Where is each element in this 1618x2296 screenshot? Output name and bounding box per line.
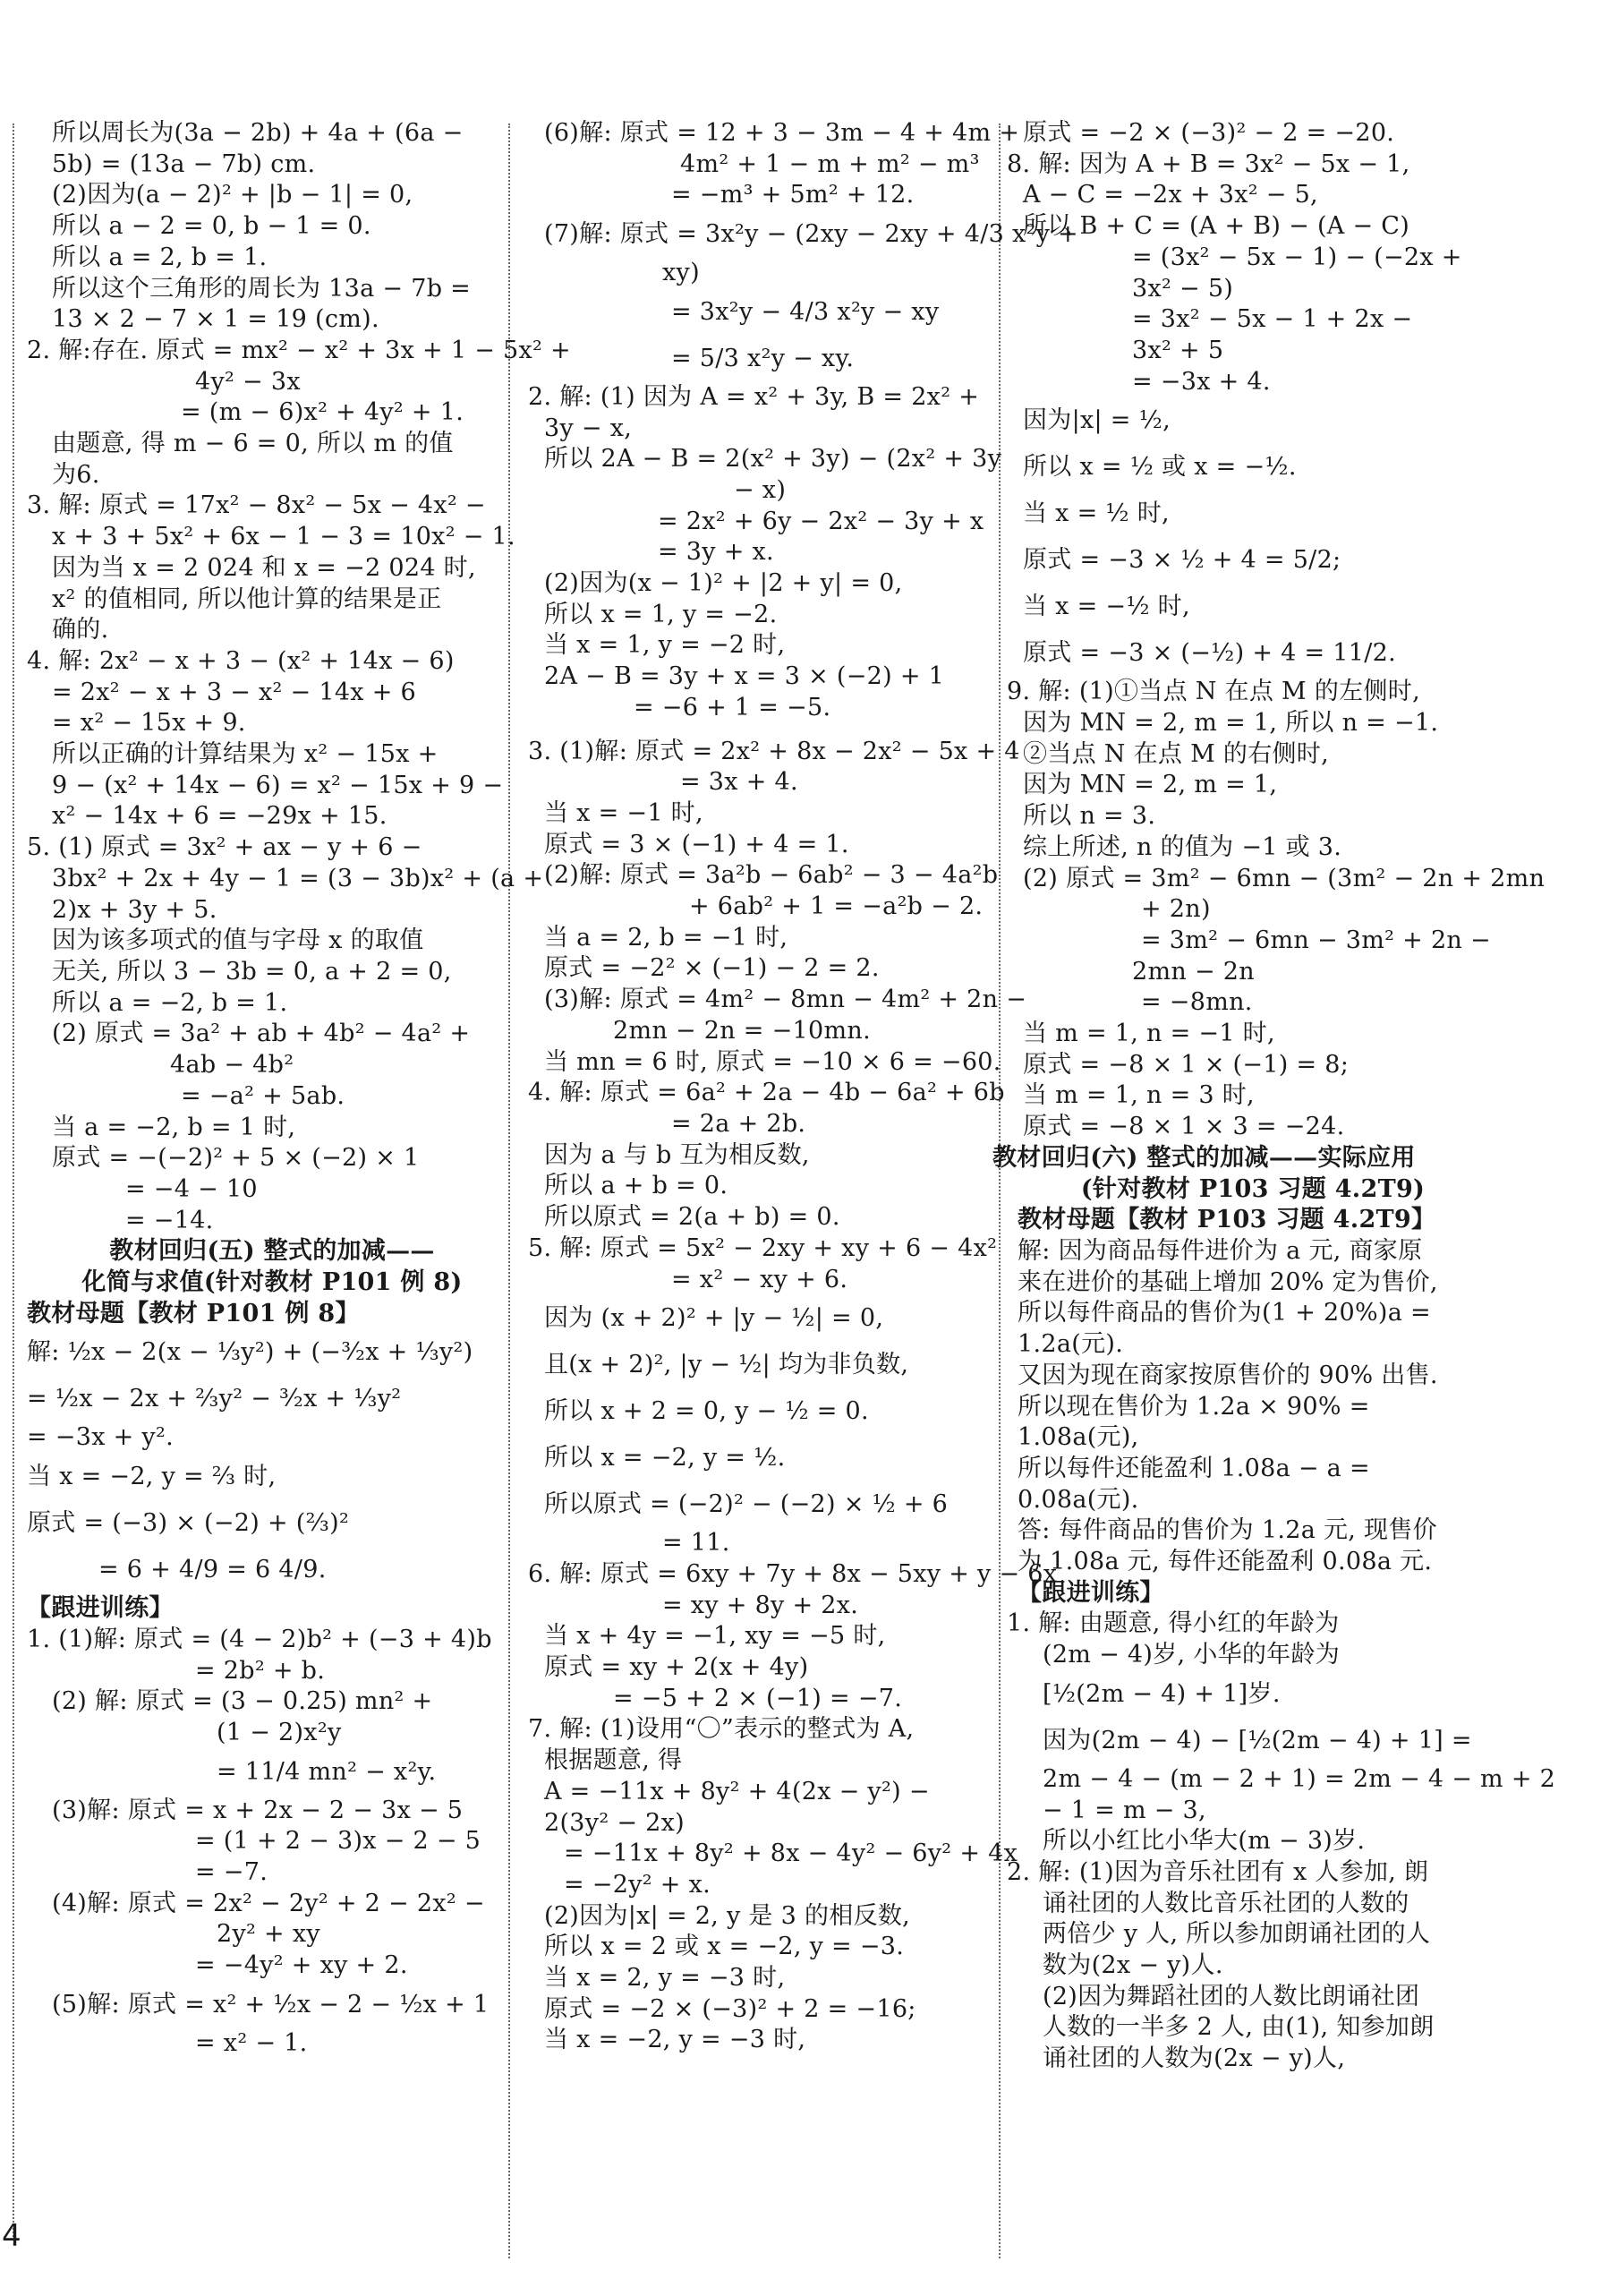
text-line: = −11x + 8y² + 8x − 4y² − 6y² + 4x — [564, 1839, 1018, 1868]
left-column — [27, 118, 571, 2060]
text-line: + 2n) — [1141, 895, 1211, 924]
problem-3: 3. 解: 原式 = 17x² − 8x² − 5x − 4x² − — [27, 491, 486, 520]
spacer — [528, 724, 1011, 737]
text-line: 所以 x = ½ 或 x = −½. — [1023, 453, 1297, 482]
text-line: = (1 + 2 − 3)x − 2 − 5 — [195, 1827, 481, 1856]
text-line: 所以 a = 2, b = 1. — [52, 243, 268, 271]
text-line: 因为 MN = 2, m = 1, 所以 n = −1. — [1023, 709, 1439, 738]
text-line: 因为|x| = ½, — [1023, 406, 1171, 435]
text-line: 原式 = −8 × 1 × 3 = −24. — [1023, 1113, 1345, 1141]
text-line: 所以每件商品的售价为(1 + 20%)a = — [1018, 1299, 1431, 1327]
text-line: 2)x + 3y + 5. — [52, 895, 217, 924]
text-line: = 3x²y − 4/3 x²y − xy — [671, 297, 940, 326]
text-line: = 3x + 4. — [680, 768, 798, 797]
text-line: 根据题意, 得 — [544, 1746, 683, 1775]
text-line: 所以原式 = 2(a + b) = 0. — [544, 1203, 840, 1232]
text-line: (6)解: 原式 = 12 + 3 − 3m − 4 + 4m + — [544, 119, 1020, 147]
problem-9: 9. 解: (1)①当点 N 在点 M 的左侧时, — [1007, 678, 1420, 706]
text-line: 3x² + 5 — [1132, 336, 1224, 364]
text-line: 所以 2A − B = 2(x² + 3y) − (2x² + 3y — [544, 445, 1002, 474]
text-line: 2mn − 2n = −10mn. — [613, 1016, 871, 1045]
text-line: 确的. — [52, 616, 109, 644]
problem-6: 6. 解: 原式 = 6xy + 7y + 8x − 5xy + y − 6x — [528, 1559, 1058, 1588]
text-line: = 5/3 x²y − xy. — [671, 344, 855, 372]
text-line: 综上所述, n 的值为 −1 或 3. — [1023, 832, 1342, 861]
text-line: = 2b² + b. — [195, 1656, 326, 1685]
problem-1: 1. 解: 由题意, 得小红的年龄为 — [1007, 1609, 1340, 1638]
text-line: x² − 14x + 6 = −29x + 15. — [52, 802, 387, 831]
text-line: = −14. — [125, 1206, 214, 1234]
text-line: = 11. — [662, 1529, 730, 1558]
text-line: 当 x = −½ 时, — [1023, 593, 1190, 621]
text-line: 当 x = −2, y = −3 时, — [544, 2026, 806, 2054]
text-line: A − C = −2x + 3x² − 5, — [1023, 181, 1318, 209]
text-line: = −6 + 1 = −5. — [634, 693, 831, 721]
text-line: 所以正确的计算结果为 x² − 15x + — [52, 740, 439, 769]
text-line: = x² − 1. — [195, 2028, 308, 2057]
text-line: (4)解: 原式 = 2x² − 2y² + 2 − 2x² − — [52, 1889, 485, 1917]
text-line: 所以 a = −2, b = 1. — [52, 988, 288, 1017]
text-line: = (3x² − 5x − 1) − (−2x + — [1132, 243, 1462, 271]
text-line: = 3x² − 5x − 1 + 2x − — [1132, 305, 1413, 334]
text-line: 原式 = −2² × (−1) − 2 = 2. — [544, 954, 880, 983]
text-line: 原式 = −(−2)² + 5 × (−2) × 1 — [52, 1144, 420, 1173]
text-line: 由题意, 得 m − 6 = 0, 所以 m 的值 — [52, 430, 454, 458]
text-line: 所以 x + 2 = 0, y − ½ = 0. — [544, 1397, 869, 1426]
text-line: = −m³ + 5m² + 12. — [671, 181, 915, 209]
text-line: 4m² + 1 − m + m² − m³ — [680, 149, 980, 178]
text-line: 2mn − 2n — [1132, 957, 1255, 986]
text-line: 当 x + 4y = −1, xy = −5 时, — [544, 1622, 886, 1651]
text-line: 所以 x = −2, y = ½. — [544, 1444, 786, 1472]
text-line: = −a² + 5ab. — [181, 1081, 345, 1110]
text-line: 3x² − 5) — [1132, 274, 1234, 303]
text-line: 原式 = −3 × (−½) + 4 = 11/2. — [1023, 639, 1397, 668]
text-line: 9 − (x² + 14x − 6) = x² − 15x + 9 − — [52, 771, 504, 799]
text-line: 当 a = −2, b = 1 时, — [52, 1113, 296, 1141]
text-line: = (m − 6)x² + 4y² + 1. — [181, 398, 464, 427]
text-line: 解: 因为商品每件进价为 a 元, 商家原 — [1018, 1236, 1423, 1265]
text-line: 因为该多项式的值与字母 x 的取值 — [52, 926, 424, 955]
right-column — [992, 118, 1556, 2075]
text-line: A = −11x + 8y² + 4(2x − y²) − — [544, 1777, 930, 1805]
problem-5: 5. (1) 原式 = 3x² + ax − y + 6 − — [27, 833, 422, 862]
text-line: 且(x + 2)², |y − ½| 均为非负数, — [544, 1351, 909, 1379]
section-subheading-6: (针对教材 P103 习题 4.2T9) — [1080, 1174, 1426, 1203]
text-line: 所以 x = 1, y = −2. — [544, 600, 778, 628]
text-line: 数为(2x − y)人. — [1043, 1951, 1223, 1980]
text-line: = x² − xy + 6. — [671, 1265, 848, 1293]
text-line: = −7. — [195, 1858, 268, 1887]
text-line: = −3x + y². — [27, 1423, 174, 1452]
text-line: (7)解: 原式 = 3x²y − (2xy − 2xy + 4/3 x²y + — [544, 220, 1078, 249]
text-line: 两倍少 y 人, 所以参加朗诵社团的人 — [1043, 1920, 1431, 1949]
text-line: (2)因为(x − 1)² + |2 + y| = 0, — [544, 569, 903, 598]
text-line: 1.08a(元), — [1018, 1423, 1139, 1452]
text-line: 所以小红比小华大(m − 3)岁. — [1043, 1827, 1366, 1856]
text-line: 2y² + xy — [217, 1920, 320, 1949]
text-line: 5b) = (13a − 7b) cm. — [52, 149, 316, 178]
text-line: 当 a = 2, b = −1 时, — [544, 923, 788, 952]
text-line: 2m − 4 − (m − 2 + 1) = 2m − 4 − m + 2 — [1043, 1764, 1556, 1793]
text-line: = −5 + 2 × (−1) = −7. — [613, 1684, 903, 1712]
text-line: 原式 = −8 × 1 × (−1) = 8; — [1023, 1050, 1350, 1079]
text-line: = xy + 8y + 2x. — [662, 1591, 859, 1619]
text-line: 来在进价的基础上增加 20% 定为售价, — [1018, 1267, 1438, 1296]
text-line: (1 − 2)x²y — [217, 1718, 342, 1746]
text-line: 当 x = −1 时, — [544, 798, 703, 827]
text-line: 原式 = −3 × ½ + 4 = 5/2; — [1023, 546, 1341, 575]
text-line: 2A − B = 3y + x = 3 × (−2) + 1 — [544, 662, 945, 691]
text-line: = −2y² + x. — [564, 1870, 711, 1899]
text-line: = 2a + 2b. — [671, 1109, 806, 1138]
text-line: = −4y² + xy + 2. — [195, 1951, 408, 1980]
text-line: 3bx² + 2x + 4y − 1 = (3 − 3b)x² + (a + — [52, 864, 544, 892]
column-divider-left — [13, 124, 14, 2241]
text-line: 所以现在售价为 1.2a × 90% = — [1018, 1392, 1370, 1421]
text-line: = 2x² + 6y − 2x² − 3y + x — [658, 507, 984, 535]
text-line: 当 m = 1, n = −1 时, — [1023, 1020, 1275, 1048]
text-line: 所以这个三角形的周长为 13a − 7b = — [52, 274, 472, 303]
text-line: 因为 MN = 2, m = 1, — [1023, 771, 1278, 799]
text-line: − x) — [734, 475, 787, 504]
problem-3: 3. (1)解: 原式 = 2x² + 8x − 2x² − 5x + 4 — [528, 737, 1020, 765]
follow-up-heading: 【跟进训练】 — [1018, 1578, 1164, 1607]
text-line: 当 x = 1, y = −2 时, — [544, 631, 786, 660]
text-line: 无关, 所以 3 − 3b = 0, a + 2 = 0, — [52, 957, 452, 986]
text-line: 又因为现在商家按原售价的 90% 出售. — [1018, 1361, 1438, 1389]
text-line: (5)解: 原式 = x² + ½x − 2 − ½x + 1 — [52, 1990, 490, 2019]
text-line: (2) 原式 = 3m² − 6mn − (3m² − 2n + 2mn — [1023, 864, 1546, 892]
text-line: 0.08a(元). — [1018, 1485, 1139, 1514]
text-line: 原式 = xy + 2(x + 4y) — [544, 1653, 809, 1682]
problem-7: 7. 解: (1)设用“〇”表示的整式为 A, — [528, 1715, 915, 1744]
text-line: + 6ab² + 1 = −a²b − 2. — [689, 892, 984, 921]
problem-2: 2. 解: (1)因为音乐社团有 x 人参加, 朗 — [1007, 1857, 1429, 1886]
text-line: 1.2a(元). — [1018, 1330, 1124, 1359]
text-line: 所以 n = 3. — [1023, 802, 1156, 831]
text-line: 答: 每件商品的售价为 1.2a 元, 现售价 — [1018, 1516, 1437, 1545]
text-line: ②当点 N 在点 M 的右侧时, — [1023, 739, 1329, 768]
text-line: 原式 = −2 × (−3)² − 2 = −20. — [1023, 119, 1395, 147]
text-line: 因为 a 与 b 互为相反数, — [544, 1140, 810, 1169]
text-line: 当 mn = 6 时, 原式 = −10 × 6 = −60. — [544, 1047, 1001, 1076]
text-line: 诵社团的人数为(2x − y)人, — [1043, 2044, 1346, 2073]
text-line: 因为(2m − 4) − [½(2m − 4) + 1] = — [1043, 1726, 1472, 1754]
text-line: 为 1.08a 元, 每件还能盈利 0.08a 元. — [1018, 1548, 1433, 1576]
text-line: = 3y + x. — [658, 538, 774, 567]
textbook-problem-label: 教材母题【教材 P103 习题 4.2T9】 — [1018, 1206, 1436, 1234]
text-line: 所以原式 = (−2)² − (−2) × ½ + 6 — [544, 1490, 949, 1519]
section-heading-6: 教材回归(六) 整式的加减——实际应用 — [992, 1143, 1416, 1172]
text-line: 诵社团的人数比音乐社团的人数的 — [1043, 1889, 1409, 1917]
problem-1: 1. (1)解: 原式 = (4 − 2)b² + (−3 + 4)b — [27, 1625, 492, 1653]
problem-8: 8. 解: 因为 A + B = 3x² − 5x − 1, — [1007, 149, 1410, 178]
text-line: 13 × 2 − 7 × 1 = 19 (cm). — [52, 305, 379, 334]
text-line: 所以每件还能盈利 1.08a − a = — [1018, 1454, 1370, 1482]
text-line: 所以 B + C = (A + B) − (A − C) — [1023, 212, 1410, 241]
text-line: 因为当 x = 2 024 和 x = −2 024 时, — [52, 553, 476, 582]
text-line: 3y − x, — [544, 414, 633, 442]
text-line: = −8mn. — [1141, 988, 1253, 1017]
text-line: x + 3 + 5x² + 6x − 1 − 3 = 10x² − 1. — [52, 523, 515, 551]
text-line: 当 x = 2, y = −3 时, — [544, 1964, 786, 1993]
text-line: 因为 (x + 2)² + |y − ½| = 0, — [544, 1304, 884, 1333]
textbook-problem-label: 教材母题【教材 P101 例 8】 — [27, 1299, 360, 1327]
text-line: = 3m² − 6mn − 3m² + 2n − — [1141, 926, 1491, 954]
follow-up-heading: 【跟进训练】 — [27, 1594, 174, 1623]
text-line: = 6 + 4/9 = 6 4/9. — [98, 1556, 327, 1584]
text-line: 所以 x = 2 或 x = −2, y = −3. — [544, 1933, 905, 1961]
section-heading-5: 教材回归(五) 整式的加减—— — [109, 1237, 435, 1266]
text-line: (3)解: 原式 = 4m² − 8mn − 4m² + 2n − — [544, 986, 1027, 1014]
problem-4: 4. 解: 2x² − x + 3 − (x² + 14x − 6) — [27, 646, 455, 675]
text-line: 原式 = 3 × (−1) + 4 = 1. — [544, 830, 849, 858]
problem-2: 2. 解:存在. 原式 = mx² − x² + 3x + 1 − 5x² + — [27, 336, 571, 364]
text-line: 当 m = 1, n = 3 时, — [1023, 1081, 1255, 1110]
text-line: 解: ½x − 2(x − ⅓y²) + (−³⁄₂x + ⅓y²) — [27, 1338, 473, 1367]
text-line: = −3x + 4. — [1132, 367, 1271, 396]
text-line: = ½x − 2x + ⅔y² − ³⁄₂x + ⅓y² — [27, 1385, 402, 1413]
text-line: 2(3y² − 2x) — [544, 1808, 685, 1837]
text-line: 当 x = ½ 时, — [1023, 499, 1170, 528]
problem-2: 2. 解: (1) 因为 A = x² + 3y, B = 2x² + — [528, 382, 980, 411]
text-line: (2)解: 原式 = 3a²b − 6ab² − 3 − 4a²b — [544, 861, 999, 890]
text-line: 所以 a − 2 = 0, b − 1 = 0. — [52, 212, 371, 241]
text-line: 4ab − 4b² — [170, 1051, 294, 1080]
text-line: 为6. — [52, 460, 100, 489]
text-line: (2) 解: 原式 = (3 − 0.25) mn² + — [52, 1687, 433, 1716]
text-line: = −4 − 10 — [125, 1174, 258, 1203]
text-line: (2m − 4)岁, 小华的年龄为 — [1043, 1641, 1341, 1669]
text-line: 所以周长为(3a − 2b) + 4a + (6a − — [52, 119, 464, 147]
text-line: = 2x² − x + 3 − x² − 14x + 6 — [52, 678, 416, 706]
text-line: 当 x = −2, y = ⅔ 时, — [27, 1463, 277, 1491]
text-line: x² 的值相同, 所以他计算的结果是正 — [52, 585, 442, 613]
problem-5: 5. 解: 原式 = 5x² − 2xy + xy + 6 − 4x² — [528, 1233, 998, 1262]
text-line: [½(2m − 4) + 1]岁. — [1043, 1679, 1281, 1708]
text-line: 原式 = −2 × (−3)² + 2 = −16; — [544, 1994, 916, 2023]
text-line: (2)因为舞蹈社团的人数比朗诵社团 — [1043, 1982, 1420, 2010]
text-line: (2) 原式 = 3a² + ab + 4b² − 4a² + — [52, 1020, 471, 1048]
text-line: xy) — [662, 259, 700, 287]
text-line: = x² − 15x + 9. — [52, 709, 246, 738]
text-line: = 11/4 mn² − x²y. — [217, 1757, 437, 1786]
text-line: (2)因为|x| = 2, y 是 3 的相反数, — [544, 1901, 911, 1930]
text-line: 4y² − 3x — [195, 367, 301, 396]
problem-4: 4. 解: 原式 = 6a² + 2a − 4b − 6a² + 6b — [528, 1079, 1005, 1107]
section-subheading-5: 化简与求值(针对教材 P101 例 8) — [81, 1268, 463, 1297]
text-line: (3)解: 原式 = x + 2x − 2 − 3x − 5 — [52, 1796, 464, 1824]
text-line: 所以 a + b = 0. — [544, 1172, 728, 1200]
text-line: (2)因为(a − 2)² + |b − 1| = 0, — [52, 181, 413, 209]
page-number: 4 — [2, 2218, 21, 2254]
text-line: 原式 = (−3) × (−2) + (⅔)² — [27, 1509, 350, 1538]
text-line: − 1 = m − 3, — [1043, 1796, 1206, 1824]
text-line: 人数的一半多 2 人, 由(1), 知参加朗 — [1043, 2013, 1435, 2042]
